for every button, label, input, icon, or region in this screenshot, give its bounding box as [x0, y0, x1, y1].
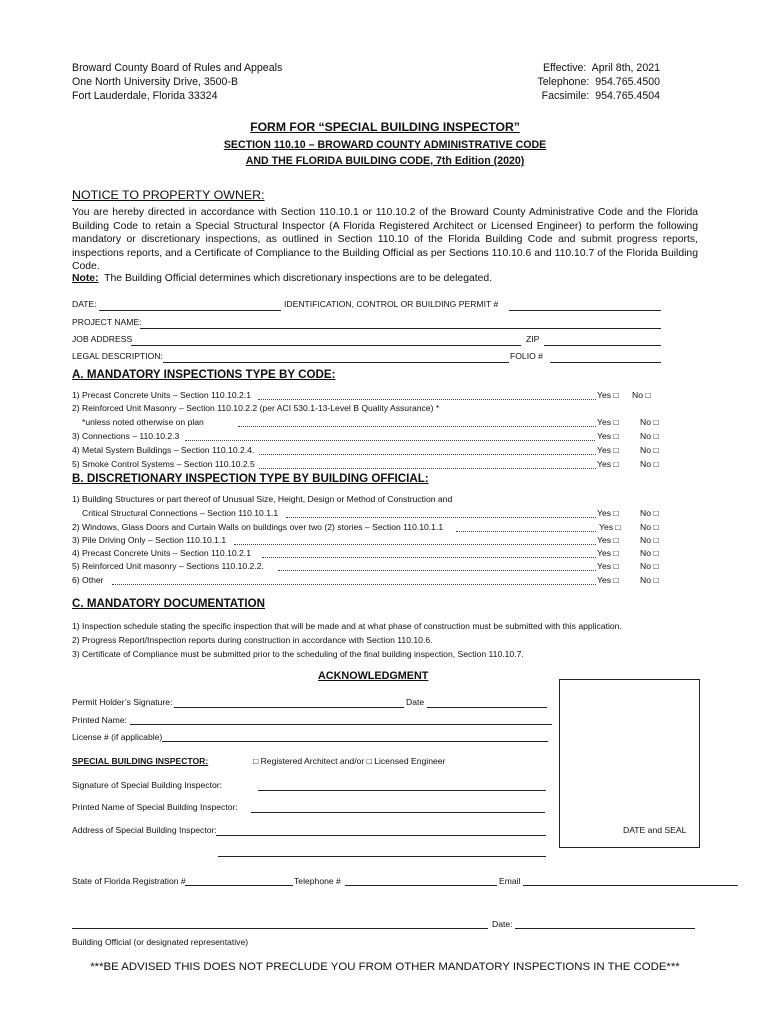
section-c-heading: C. MANDATORY DOCUMENTATION [72, 597, 266, 610]
date-label: DATE: [72, 299, 97, 309]
footer-advisory: ***BE ADVISED THIS DOES NOT PRECLUDE YOU FROM OTHER MANDATORY INSPECTIONS IN THE CODE*** [90, 961, 680, 973]
permit-holder-signature-label: Permit Holder’s Signature: [72, 697, 173, 707]
board-city: Fort Lauderdale, Florida 33324 [72, 90, 218, 102]
section-a-item-5: 5) Smoke Control Systems – Section 110.10.2.5 [72, 459, 255, 469]
section-b-item-3-yes[interactable]: Yes □ [597, 535, 619, 545]
job-address-input-line[interactable] [131, 345, 521, 346]
building-official-label: Building Official (or designated representative) [72, 937, 249, 947]
form-title: FORM FOR “SPECIAL BUILDING INSPECTOR” [250, 120, 520, 134]
telephone-label: Telephone: [537, 76, 590, 88]
job-address-label: JOB ADDRESS [72, 334, 133, 344]
date-and-seal-label: DATE and SEAL [623, 825, 687, 835]
section-a-item-2-yes[interactable]: Yes □ [597, 417, 619, 427]
telephone-line[interactable] [345, 885, 497, 886]
facsimile-label: Facsimile: [541, 90, 590, 102]
leader-dots [286, 517, 596, 518]
folio-label: FOLIO # [510, 351, 543, 361]
leader-dots [185, 440, 595, 441]
note-label: Note: [72, 273, 99, 284]
section-b-item-5: 5) Reinforced Unit masonry – Sections 110.10.2.2. [72, 561, 264, 571]
effective-line [543, 61, 660, 76]
telephone-line [537, 75, 660, 90]
section-a-item-1-no[interactable]: No □ [632, 390, 651, 400]
facsimile-value: 954.765.4504 [595, 90, 660, 102]
leader-dots [112, 584, 596, 585]
section-a-item-3-no[interactable]: No □ [640, 431, 659, 441]
notice-body: You are hereby directed in accordance with Section 110.10.1 or 110.10.2 of the Broward County Administrative Code and the Florida Building Code to retain a Special Structural Inspector (A Florida Registered Architect or Licensed Engineer) to perform the following mandatory or discretionary inspections, as outlined in Section 110.10 of the Florida Building Code and submit progress reports, inspections reports, and a Certificate of Compliance to the Building Official as per Sections 110.10.6 and 110.10.7 of the Florida Building Code. [72, 207, 698, 273]
form-subtitle-1: SECTION 110.10 – BROWARD COUNTY ADMINISTRATIVE CODE [223, 139, 547, 151]
section-b-item-2-yes[interactable]: Yes □ [599, 522, 621, 532]
printed-name-label: Printed Name: [72, 715, 127, 725]
section-a-item-5-yes[interactable]: Yes □ [597, 459, 619, 469]
building-official-signature-line[interactable] [72, 928, 488, 929]
building-official-date-label: Date: [492, 919, 513, 929]
building-official-date-line[interactable] [515, 928, 695, 929]
inspector-signature-line[interactable] [258, 790, 546, 791]
section-a-item-2: 2) Reinforced Unit Masonry – Section 110.10.2.2 (per ACI 530.1-13-Level B Quality Assurance) * [72, 403, 440, 413]
inspector-address-label: Address of Special Building Inspector: [72, 825, 217, 835]
inspector-signature-label: Signature of Special Building Inspector: [72, 780, 223, 790]
special-building-inspector-label: SPECIAL BUILDING INSPECTOR: [72, 756, 209, 766]
section-b-item-4-yes[interactable]: Yes □ [597, 548, 619, 558]
leader-dots [456, 531, 596, 532]
section-b-heading: B. DISCRETIONARY INSPECTION TYPE BY BUILDING OFFICIAL: [72, 472, 429, 485]
section-c-item-1: 1) Inspection schedule stating the specific inspection that will be made and at what phase of construction must be submitted with this application. [72, 621, 622, 631]
section-b-item-1-no[interactable]: No □ [640, 508, 659, 518]
section-b-item-6: 6) Other [72, 575, 104, 585]
section-b-item-4: 4) Precast Concrete Units – Section 110.10.2.1 [72, 548, 251, 558]
effective-value: April 8th, 2021 [591, 62, 660, 74]
permit-label: IDENTIFICATION, CONTROL OR BUILDING PERMIT # [284, 299, 499, 309]
date-input-line[interactable] [99, 310, 281, 311]
section-a-item-3-yes[interactable]: Yes □ [597, 431, 619, 441]
inspector-address-line[interactable] [216, 835, 546, 836]
note-line [72, 273, 492, 284]
registration-label: State of Florida Registration # [72, 876, 186, 886]
date-and-seal-box[interactable] [559, 679, 700, 848]
leader-dots [234, 544, 596, 545]
section-b-item-1: 1) Building Structures or part thereof of Unusual Size, Height, Design or Method of Construction and [72, 494, 453, 504]
leader-dots [259, 468, 596, 469]
section-b-item-2: 2) Windows, Glass Doors and Curtain Walls on buildings over two (2) stories – Section 110.10.1.1 [72, 522, 444, 532]
effective-label: Effective: [542, 62, 587, 74]
section-a-item-5-no[interactable]: No □ [640, 459, 659, 469]
board-name: Broward County Board of Rules and Appeals [72, 62, 283, 74]
note-text: The Building Official determines which discretionary inspections are to be delegated. [104, 273, 493, 284]
section-a-item-4: 4) Metal System Buildings – Section 110.10.2.4. [72, 445, 255, 455]
section-c-item-3: 3) Certificate of Compliance must be submitted prior to the scheduling of the final building inspection, Section 110.10.7. [72, 649, 524, 659]
acknowledgment-heading: ACKNOWLEDGMENT [318, 670, 429, 682]
facsimile-line [542, 89, 660, 104]
inspector-type-options[interactable]: □ Registered Architect and/or □ Licensed Engineer [253, 756, 446, 766]
section-b-item-4-no[interactable]: No □ [640, 548, 659, 558]
project-name-input-line[interactable] [140, 328, 661, 329]
section-b-item-3-no[interactable]: No □ [640, 535, 659, 545]
telephone-value: 954.765.4500 [595, 76, 660, 88]
license-label: License # (if applicable) [72, 732, 163, 742]
permit-holder-date-label: Date [406, 697, 425, 707]
permit-input-line[interactable] [509, 310, 661, 311]
section-b-item-3: 3) Pile Driving Only – Section 110.10.1.1 [72, 535, 227, 545]
section-b-item-1-yes[interactable]: Yes □ [597, 508, 619, 518]
zip-label: ZIP [526, 334, 540, 344]
form-subtitle-2: AND THE FLORIDA BUILDING CODE, 7th Edition (2020) [245, 155, 525, 167]
section-a-heading: A. MANDATORY INSPECTIONS TYPE BY CODE: [72, 368, 336, 381]
legal-description-input-line[interactable] [163, 362, 509, 363]
section-b-item-6-yes[interactable]: Yes □ [597, 575, 619, 585]
printed-name-line[interactable] [130, 724, 552, 725]
project-name-label: PROJECT NAME: [72, 317, 142, 327]
section-b-item-5-yes[interactable]: Yes □ [597, 561, 619, 571]
section-b-item-2-no[interactable]: No □ [640, 522, 659, 532]
email-label: Email [499, 876, 521, 886]
section-a-item-3: 3) Connections – 110.10.2.3 [72, 431, 180, 441]
section-a-item-2-note: *unless noted otherwise on plan [82, 417, 204, 427]
registration-line[interactable] [185, 885, 293, 886]
leader-dots [262, 557, 596, 558]
email-line[interactable] [523, 885, 738, 886]
legal-description-label: LEGAL DESCRIPTION: [72, 351, 163, 361]
section-b-item-1-cont: Critical Structural Connections – Section 110.10.1.1 [82, 508, 279, 518]
permit-holder-date-line[interactable] [427, 707, 547, 708]
leader-dots [278, 570, 596, 571]
section-a-item-1-yes[interactable]: Yes □ [597, 390, 619, 400]
leader-dots [258, 399, 596, 400]
section-a-item-1: 1) Precast Concrete Units – Section 110.10.2.1 [72, 390, 251, 400]
inspector-printed-name-line[interactable] [251, 812, 545, 813]
board-address: One North University Drive, 3500-B [72, 76, 239, 88]
telephone-label-field: Telephone # [294, 876, 341, 886]
folio-input-line[interactable] [550, 362, 661, 363]
section-b-item-5-no[interactable]: No □ [640, 561, 659, 571]
section-a-item-4-yes[interactable]: Yes □ [597, 445, 619, 455]
leader-dots [238, 426, 596, 427]
inspector-printed-name-label: Printed Name of Special Building Inspector: [72, 802, 238, 812]
section-a-item-4-no[interactable]: No □ [640, 445, 659, 455]
permit-holder-signature-line[interactable] [174, 707, 404, 708]
notice-heading: NOTICE TO PROPERTY OWNER: [72, 188, 265, 202]
inspector-address-line-2[interactable] [218, 856, 546, 857]
zip-input-line[interactable] [544, 345, 661, 346]
section-b-item-6-no[interactable]: No □ [640, 575, 659, 585]
section-a-item-2-no[interactable]: No □ [640, 417, 659, 427]
license-line[interactable] [162, 741, 548, 742]
section-c-item-2: 2) Progress Report/Inspection reports during construction in accordance with Section 110.10.6. [72, 635, 433, 645]
leader-dots [259, 454, 596, 455]
